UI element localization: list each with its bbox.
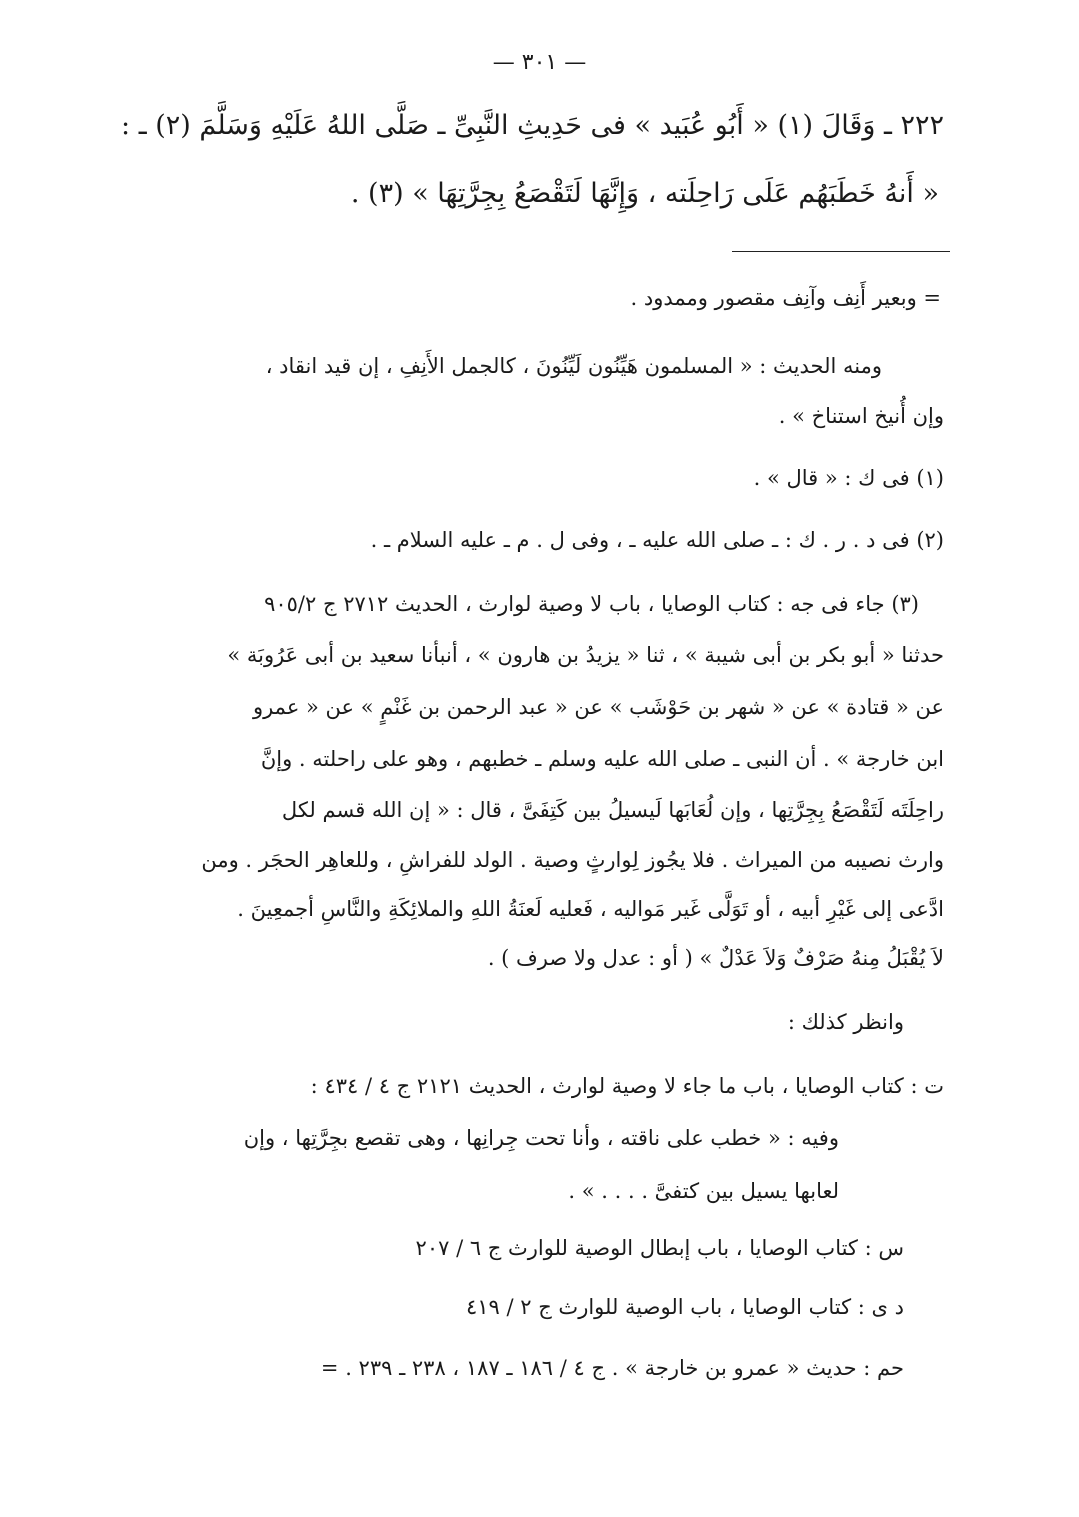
page-number: — ٣٠١ — (492, 50, 587, 75)
footnote-3-line-1: (٣) جاء فى جه : كتاب الوصايا ، باب لا وصية لوارث ، الحديث ٢٧١٢ ج ٩٠٥/٢ (264, 592, 919, 616)
footnote-continuation-2: ومنه الحديث : « المسلمون هَيِّنُون لَيِّنُونَ ، كالجمل الأَنِفِ ، إن قيد انقاد ، (265, 354, 882, 378)
reference-t-line-3: لعابها يسيل بين كتفىَّ . . . . » . (568, 1179, 839, 1203)
footnote-3-line-6: وارث نصيبه من الميراث . فلا يجُوز لِوارثٍ وصية . الولد للفراشِ ، وللعاهِر الحجَر . ومن (201, 848, 944, 872)
footnote-1: (١) فى ك : « قال » . (753, 466, 944, 490)
footnote-3-line-2: حدثنا « أبو بكر بن أبى شيبة » ، ثنا « يزيدُ بن هارون » ، أنبأنا سعيد بن أبى عَرُوبَة » (227, 643, 944, 667)
main-text-line-2: « أَنهُ خَطَبَهُم عَلَى رَاحِلَته ، وَإِنَّهَا لَتَقْصَعُ بِجِرَّتِهَا » (٣) . (350, 178, 939, 209)
footnote-3-line-4: ابن خارجة » . أن النبى ـ صلى الله عليه وسلم ـ خطبهم ، وهو على راحلته . وإنَّ (260, 747, 944, 771)
reference-s: س : كتاب الوصايا ، باب إبطال الوصية للوارث ج ٦ / ٢٠٧ (415, 1236, 904, 1260)
footnote-continuation-3: وإن أُنيخ استناخ » . (778, 404, 944, 428)
reference-t-line-1: ت : كتاب الوصايا ، باب ما جاء لا وصية لوارث ، الحديث ٢١٢١ ج ٤ / ٤٣٤ : (310, 1074, 944, 1098)
footnote-3-line-5: راحِلَتَه لَتَقْصَعُ بِجِرَّتِها ، وإن لُعَابَها لَيسيلُ بين كَتِفَىَّ ، قال : « إن الله قسم لكل (281, 798, 944, 822)
see-also-heading: وانظر كذلك : (787, 1010, 904, 1034)
footnote-2: (٢) فى د . ر . ك : ـ صلى الله عليه ـ ، وفى ل . م ـ عليه السلام ـ . (370, 528, 944, 552)
main-text-line-1: ٢٢٢ ـ وَقَالَ (١) « أَبُو عُبَيد » فى حَدِيثِ النَّبِىِّ ـ صَلَّى اللهُ عَلَيْهِ وَسَلَّمَ (٢) ـ : (121, 110, 944, 141)
reference-d: د ى : كتاب الوصايا ، باب الوصية للوارث ج ٢ / ٤١٩ (465, 1295, 904, 1319)
footnote-3-line-7: ادَّعى إلى غَيْرِ أبيه ، أو تَوَلَّى غَير مَواليه ، فَعليه لَعنَةُ اللهِ والملائِكَةِ والنَّاسِ أجمعِينَ . (237, 897, 944, 921)
reference-t-line-2: وفيه : « خطب على ناقته ، وأنا تحت جِرانِها ، وهى تقصع بجِرَّتِها ، وإن (243, 1126, 839, 1150)
reference-hm: حم : حديث « عمرو بن خارجة » . ج ٤ / ١٨٦ ـ ١٨٧ ، ٢٣٨ ـ ٢٣٩ . = (320, 1356, 904, 1380)
footnote-3-line-8: لاَ يُقْبَلُ مِنهُ صَرْفٌ وَلاَ عَدْلٌ » ( أو : عدل ولا صرف ) . (487, 946, 944, 970)
footnote-3-line-3: عن « قتادة » عن « شهر بن حَوْشَب » عن « عبد الرحمن بن غَنْمٍ » عن « عمرو (252, 695, 944, 719)
footnote-continuation-1: = وبعير أَنِف وآنِف مقصور وممدود . (630, 286, 941, 310)
footnote-separator (732, 251, 950, 252)
